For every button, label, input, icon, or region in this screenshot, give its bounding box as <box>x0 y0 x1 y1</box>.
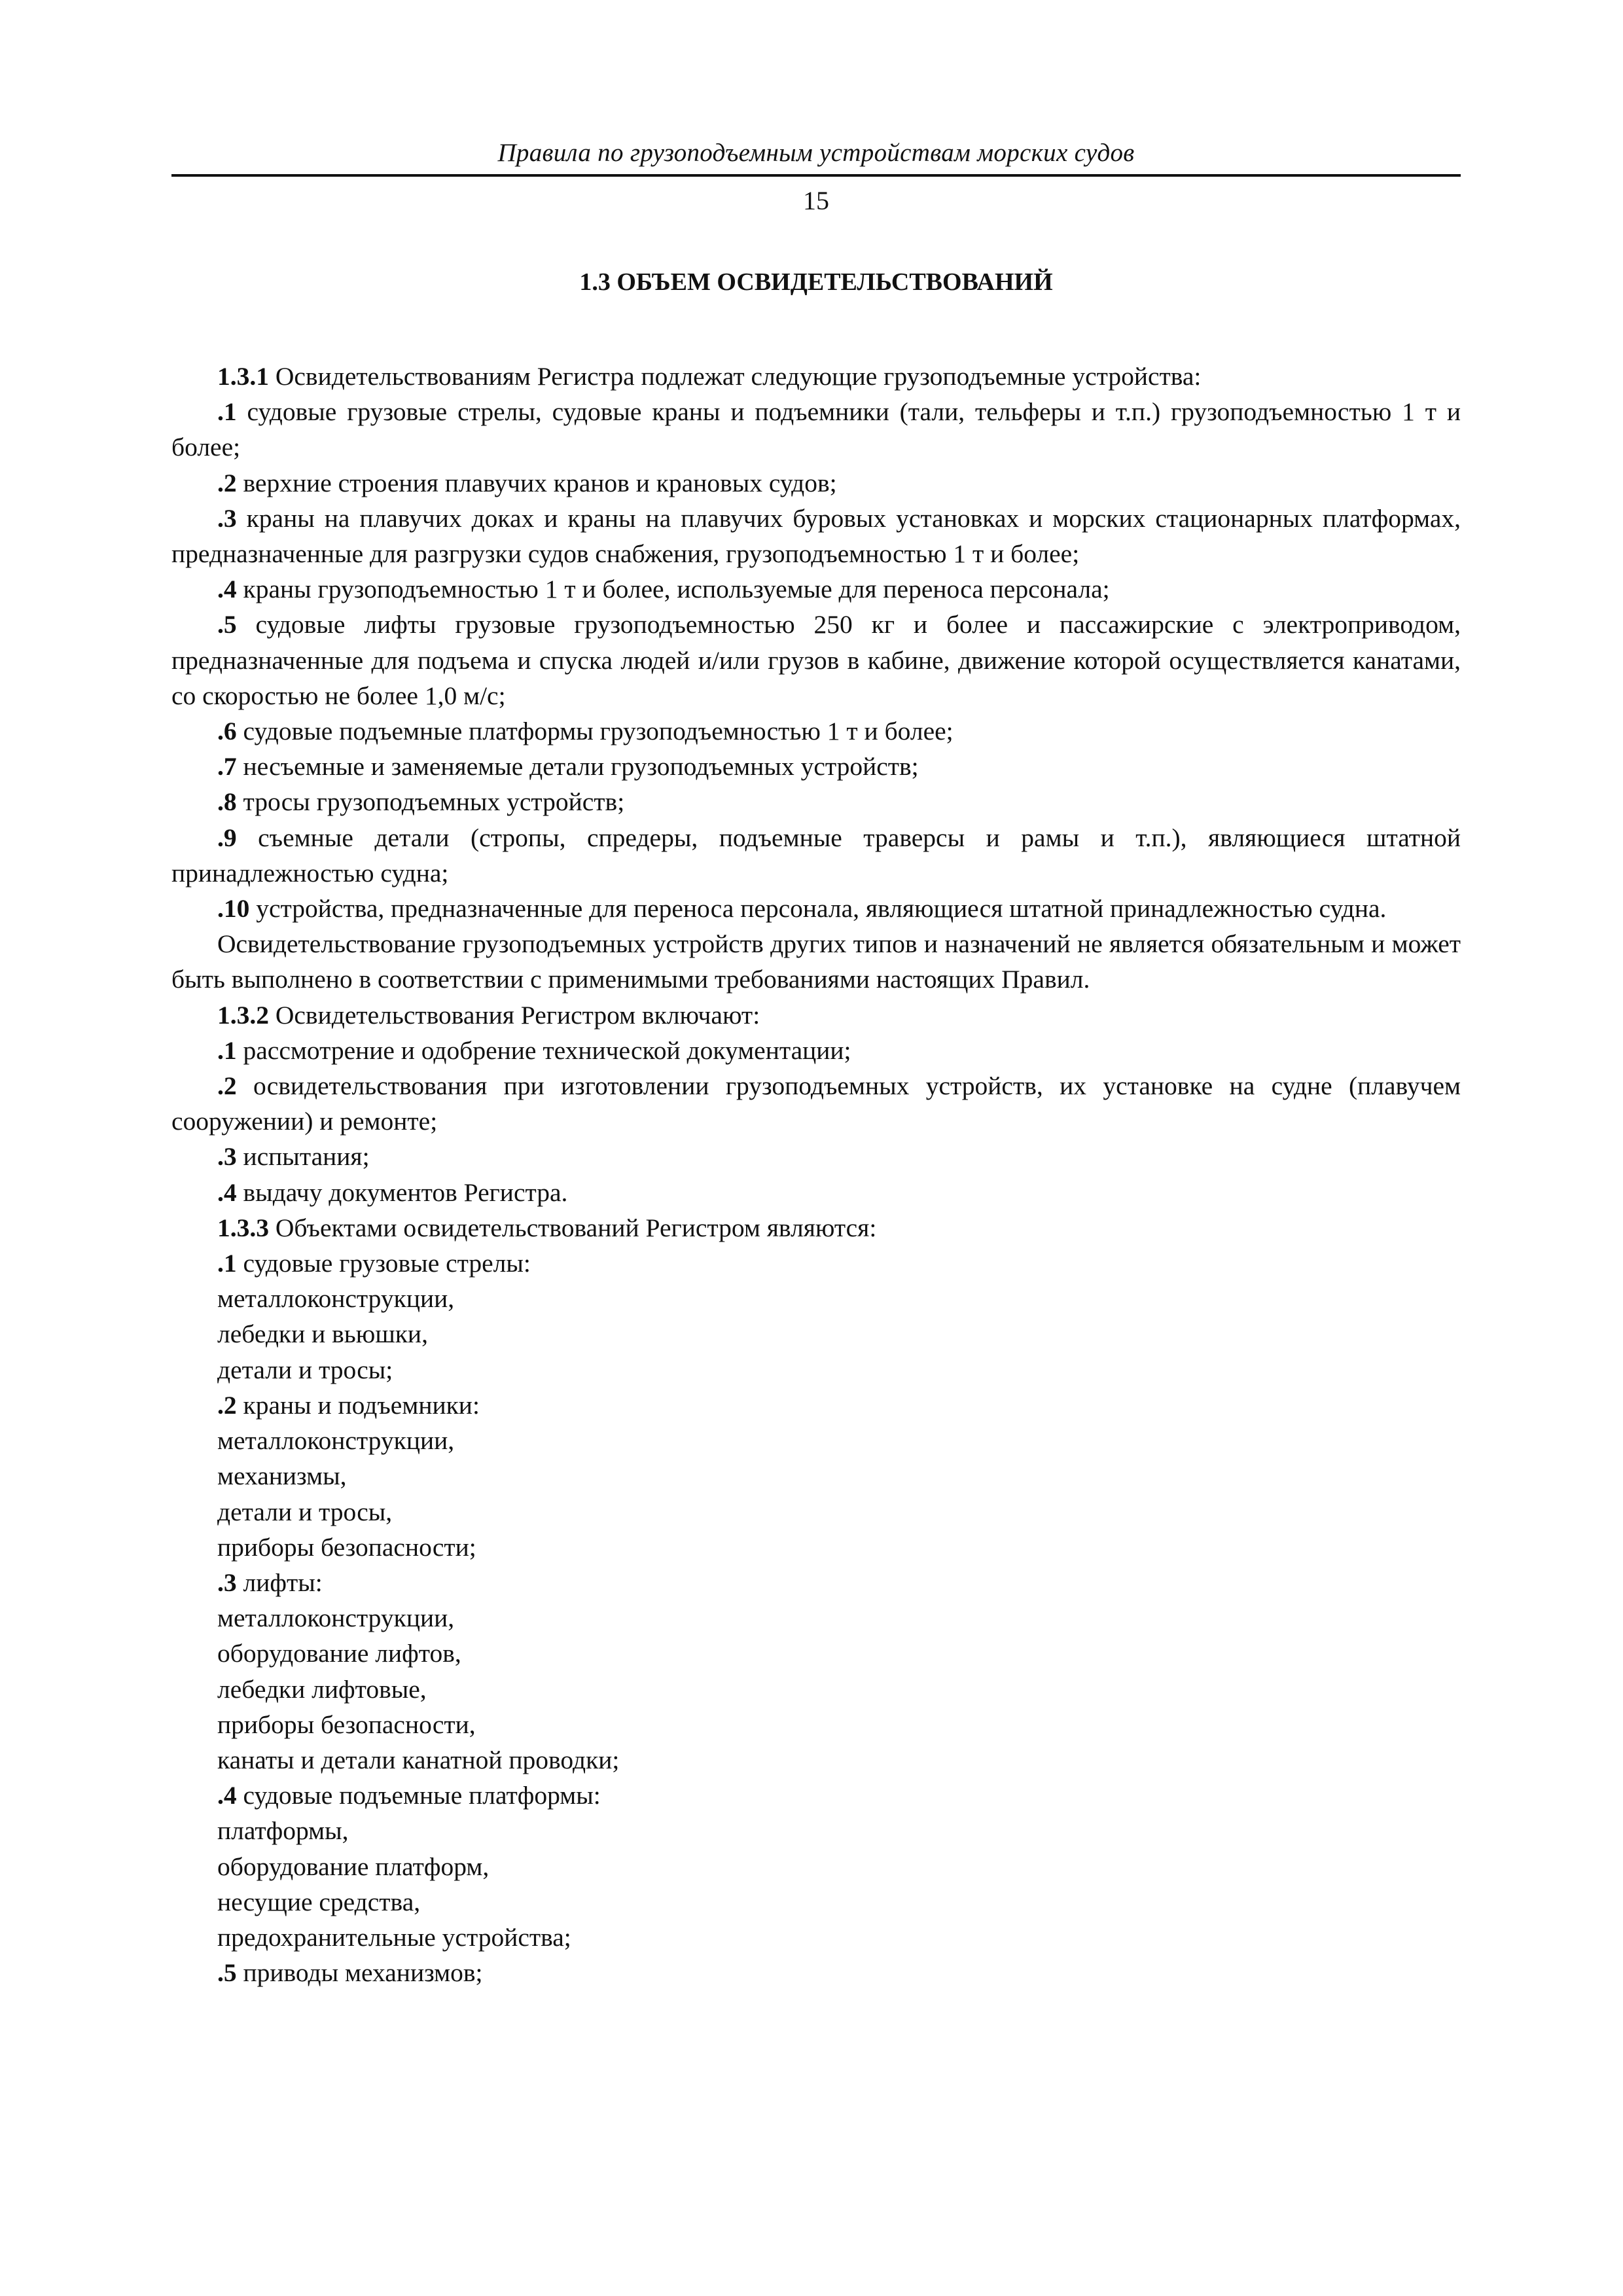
clause-1-3-2-intro <box>171 997 1461 1033</box>
item-text: рассмотрение и одобрение технической документации; <box>236 1035 851 1065</box>
group-title <box>171 1246 1461 1281</box>
item-number: .1 <box>217 1035 237 1065</box>
item-number: .2 <box>217 1390 237 1420</box>
item-text: съемные детали (стропы, спредеры, подъемные траверсы и рамы и т.п.), являющиеся штатной принадлежностью судна; <box>171 823 1461 888</box>
item-text: судовые лифты грузовые грузоподъемностью 250 кг и более и пассажирские с электроприводом, предназначенные для подъема и спуска людей и/или грузов в кабине, движение которой осуществляется канатами, со скоростью не более 1,0 м/с; <box>171 610 1461 710</box>
item-number: .7 <box>217 752 237 781</box>
item-number: .5 <box>217 610 237 639</box>
clause-number: 1.3.3 <box>217 1213 269 1242</box>
clause-text: Освидетельствованиям Регистра подлежат следующие грузоподъемные устройства: <box>269 362 1202 391</box>
item-number: .2 <box>217 1071 237 1101</box>
item-text: несъемные и заменяемые детали грузоподъемных устройств; <box>236 752 919 781</box>
item-text: верхние строения плавучих кранов и крановых судов; <box>236 468 837 497</box>
list-item: детали и тросы, <box>217 1497 393 1526</box>
item-number: .2 <box>217 468 237 497</box>
group-title-text: лифты: <box>236 1568 323 1597</box>
list-item: приборы безопасности; <box>217 1532 476 1562</box>
item-number: .3 <box>217 503 237 533</box>
item-number: .1 <box>217 1249 237 1278</box>
list-item: канаты и детали канатной проводки; <box>217 1745 620 1774</box>
clause-1-3-3-intro <box>171 1210 1461 1246</box>
clause-text: Объектами освидетельствований Регистром являются: <box>269 1213 877 1242</box>
running-header: Правила по грузоподъемным устройствам морских судов <box>497 139 1135 167</box>
list-item: детали и тросы; <box>217 1355 393 1384</box>
clause-number: 1.3.1 <box>217 362 269 391</box>
group-title <box>171 1778 1461 1813</box>
list-item <box>171 394 1461 465</box>
item-text: краны на плавучих доках и краны на плавучих буровых установках и морских стационарных платформах, предназначенные для разгрузки судов снабжения, грузоподъемностью 1 т и более; <box>171 503 1461 569</box>
list-item: металлоконструкции, <box>217 1284 455 1314</box>
item-text: краны грузоподъемностью 1 т и более, используемые для переноса персонала; <box>236 575 1110 604</box>
group-title-text: судовые грузовые стрелы: <box>236 1249 531 1278</box>
list-item: приборы безопасности, <box>217 1710 476 1739</box>
item-text: освидетельствования при изготовлении грузоподъемных устройств, их установке на судне (плавучем сооружении) и ремонте; <box>171 1071 1461 1136</box>
group-title <box>171 1565 1461 1600</box>
list-item: механизмы, <box>217 1462 347 1491</box>
header-rule <box>171 174 1461 177</box>
list-item <box>171 1068 1461 1139</box>
list-item <box>171 891 1461 926</box>
item-text: судовые подъемные платформы грузоподъемностью 1 т и более; <box>236 717 954 746</box>
list-item <box>171 1175 1461 1210</box>
list-item <box>171 820 1461 891</box>
list-item: металлоконструкции, <box>217 1604 455 1633</box>
clause-text: Освидетельствования Регистром включают: <box>269 1000 760 1030</box>
list-item <box>171 501 1461 571</box>
list-item <box>171 1033 1461 1068</box>
group-title-text: судовые подъемные платформы: <box>236 1781 601 1810</box>
clause-1-3-1-intro <box>171 359 1461 394</box>
clause-number: 1.3.2 <box>217 1000 269 1030</box>
list-item: металлоконструкции, <box>217 1426 455 1456</box>
list-item: платформы, <box>217 1816 349 1846</box>
item-number: .4 <box>217 1177 237 1207</box>
item-number: .6 <box>217 717 237 746</box>
item-number: .3 <box>217 1568 237 1597</box>
section-title: 1.3 ОБЪЕМ ОСВИДЕТЕЛЬСТВОВАНИЙ <box>579 268 1053 296</box>
item-number: .10 <box>217 894 250 924</box>
group-title <box>171 1955 1461 1990</box>
item-number: .3 <box>217 1142 237 1172</box>
list-item: несущие средства, <box>217 1887 421 1916</box>
item-text: устройства, предназначенные для переноса персонала, являющиеся штатной принадлежностью судна. <box>249 894 1387 924</box>
list-item <box>171 713 1461 749</box>
page-number: 15 <box>803 186 829 215</box>
item-text: испытания; <box>236 1142 370 1172</box>
item-text: тросы грузоподъемных устройств; <box>236 787 625 817</box>
list-item <box>171 571 1461 607</box>
item-number: .8 <box>217 787 237 817</box>
list-item <box>171 749 1461 784</box>
list-item: лебедки и вьюшки, <box>217 1319 428 1349</box>
list-item <box>171 607 1461 713</box>
item-number: .1 <box>217 397 237 427</box>
group-title-text: приводы механизмов; <box>236 1958 483 1988</box>
list-item: лебедки лифтовые, <box>217 1674 427 1704</box>
item-number: .4 <box>217 1781 237 1810</box>
clause-note: Освидетельствование грузоподъемных устройств других типов и назначений не является обязательным и может быть выполнено в соответствии с применимыми требованиями настоящих Правил. <box>171 929 1461 994</box>
list-item: оборудование платформ, <box>217 1852 490 1881</box>
group-title <box>171 1388 1461 1423</box>
group-title-text: краны и подъемники: <box>236 1390 480 1420</box>
document-body <box>171 359 1461 1990</box>
list-item <box>171 465 1461 501</box>
item-text: судовые грузовые стрелы, судовые краны и подъемники (тали, тельферы и т.п.) грузоподъемностью 1 т и более; <box>171 397 1461 462</box>
item-number: .9 <box>217 823 237 852</box>
item-number: .5 <box>217 1958 237 1988</box>
item-text: выдачу документов Регистра. <box>236 1177 568 1207</box>
list-item <box>171 784 1461 819</box>
list-item: предохранительные устройства; <box>217 1922 571 1952</box>
list-item: оборудование лифтов, <box>217 1639 461 1668</box>
list-item <box>171 1139 1461 1174</box>
item-number: .4 <box>217 575 237 604</box>
